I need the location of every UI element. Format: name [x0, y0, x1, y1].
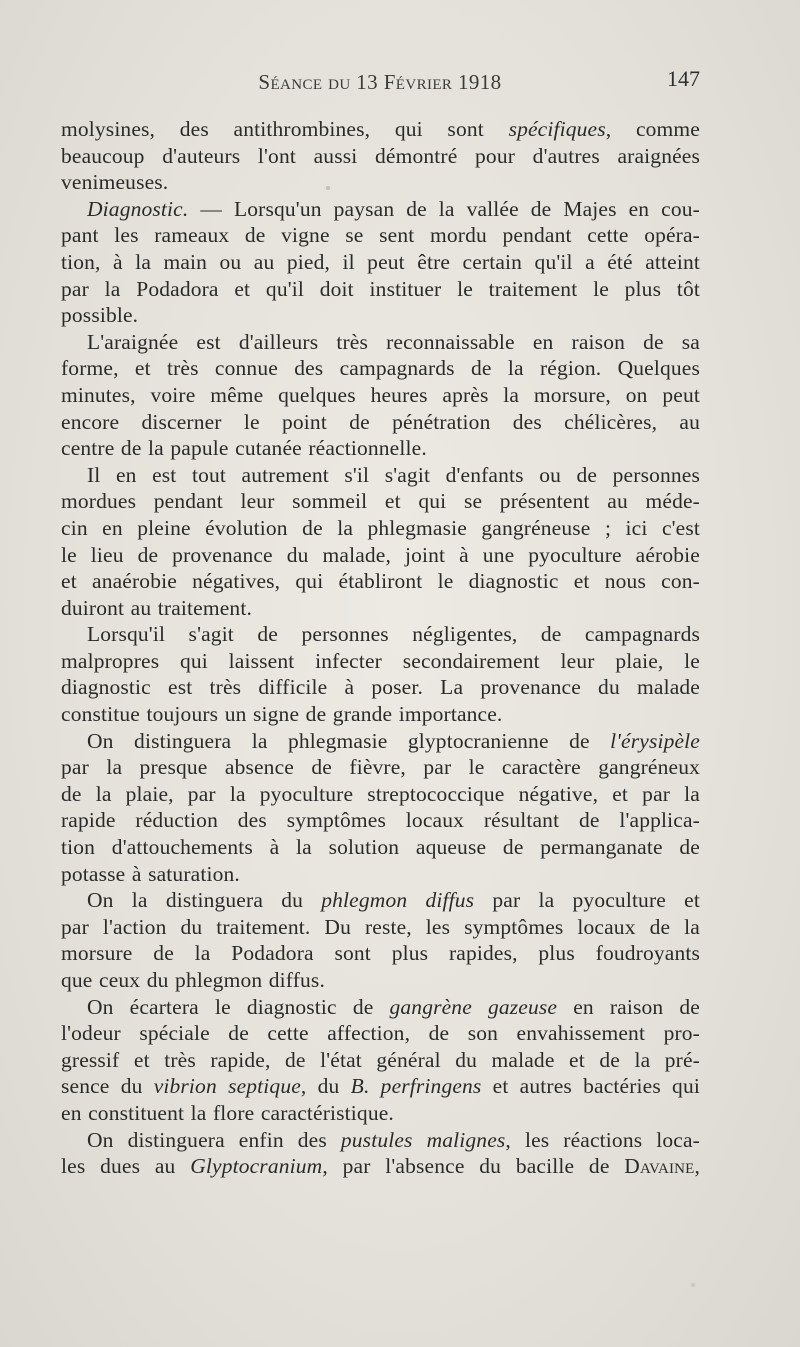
text-segment: que ceux du phlegmon diffus.: [61, 968, 325, 992]
text-line: [61, 276, 700, 303]
text-line: [61, 807, 700, 834]
text-line: [61, 940, 700, 967]
text-line: [61, 621, 700, 648]
page-number: 147: [667, 66, 700, 91]
text-segment: et autres bactéries qui: [481, 1074, 700, 1099]
text-line: [61, 302, 700, 329]
text-line: [61, 861, 700, 888]
text-segment: par la Podadora et qu'il doit instituer le traitement le plus tôt: [61, 276, 700, 301]
text-segment: mordues pendant leur sommeil et qui se présentent au méde-: [61, 489, 700, 514]
italic-text: spécifiques: [508, 117, 606, 141]
text-line: [61, 728, 700, 755]
print-speck: [326, 186, 330, 190]
text-line: [61, 1073, 700, 1100]
text-line: [61, 1127, 700, 1154]
text-segment: en constituent la flore caractéristique.: [61, 1100, 394, 1125]
text-segment: ,: [694, 1154, 700, 1179]
body-text: [61, 116, 700, 1180]
text-line: [61, 329, 700, 356]
text-line: [61, 674, 700, 701]
text-segment: encore discerner le point de pénétration des chélicères, au: [61, 409, 700, 434]
text-segment: tion, à la main ou au pied, il peut être certain qu'il a été atteint: [61, 249, 700, 274]
text-line: [61, 1100, 700, 1127]
text-line: [61, 967, 700, 994]
text-line: [61, 435, 700, 462]
text-segment: les dues au: [61, 1154, 191, 1179]
text-line: [61, 169, 700, 196]
text-segment: duiront au traitement.: [61, 595, 252, 620]
text-segment: molysines, des antithrombines, qui sont: [61, 117, 509, 141]
text-segment: l'odeur spéciale de cette affection, de son envahissement pro-: [61, 1021, 700, 1046]
text-segment: cin en pleine évolution de la phlegmasie gangréneuse ; ici c'est: [61, 515, 700, 540]
text-line: [61, 515, 700, 542]
text-line: [61, 1153, 700, 1180]
text-segment: et anaérobie négatives, qui établiront le diagnostic et nous con-: [61, 569, 700, 594]
text-line: [61, 116, 700, 143]
text-line: [61, 648, 700, 675]
text-segment: par la presque absence de fièvre, par le caractère gangréneux: [61, 755, 700, 780]
text-segment: pant les rameaux de vigne se sent mordu pendant cette opéra-: [61, 223, 700, 248]
text-line: [61, 355, 700, 382]
running-title: Séance du 13 Février 1918: [258, 70, 502, 94]
text-segment: constitue toujours un signe de grande importance.: [61, 702, 503, 727]
text-segment: en raison de: [557, 994, 700, 1019]
text-segment: Lorsqu'il s'agit de personnes négligentes, de campagnards: [87, 622, 700, 647]
text-line: [61, 249, 700, 276]
text-line: [61, 222, 700, 249]
italic-text: l'érysipèle: [610, 728, 700, 753]
text-segment: — Lorsqu'un paysan de la vallée de Majes en cou-: [188, 196, 700, 221]
text-line: [61, 701, 700, 728]
text-segment: tion d'attouchements à la solution aqueuse de permanganate de: [61, 835, 700, 860]
text-segment: , par l'absence du bacille de: [322, 1154, 625, 1179]
text-line: [61, 1047, 700, 1074]
italic-text: vibrion septique: [153, 1074, 301, 1099]
print-speck: [691, 1283, 695, 1287]
text-segment: possible.: [61, 303, 139, 328]
text-line: [61, 542, 700, 569]
italic-text: Diagnostic.: [87, 196, 189, 221]
italic-text: phlegmon diffus: [321, 888, 475, 913]
text-segment: forme, et très connue des campagnards de la région. Quelques: [61, 356, 700, 381]
text-segment: beaucoup d'auteurs l'ont aussi démontré pour d'autres araignées: [61, 143, 700, 168]
text-line: [61, 754, 700, 781]
text-segment: Il en est tout autrement s'il s'agit d'enfants ou de personnes: [87, 462, 700, 487]
text-segment: par l'action du traitement. Du reste, les symptômes locaux de la: [61, 914, 700, 939]
text-line: [61, 382, 700, 409]
text-line: [61, 595, 700, 622]
text-line: [61, 834, 700, 861]
text-segment: On distinguera la phlegmasie glyptocranienne de: [87, 728, 611, 753]
text-segment: malpropres qui laissent infecter secondairement leur plaie, le: [61, 648, 700, 673]
text-line: [61, 196, 700, 223]
text-segment: On la distinguera du: [87, 888, 322, 913]
text-segment: rapide réduction des symptômes locaux résultant de l'applica-: [61, 808, 700, 833]
italic-text: gangrène gazeuse: [389, 994, 558, 1019]
italic-text: pustules malignes: [340, 1127, 506, 1152]
text-line: [61, 409, 700, 436]
text-segment: potasse à saturation.: [61, 861, 240, 886]
text-line: [61, 887, 700, 914]
text-segment: de la plaie, par la pyoculture streptococcique négative, et par la: [61, 781, 700, 806]
text-segment: morsure de la Podadora sont plus rapides, plus foudroyants: [61, 941, 700, 966]
text-segment: venimeuses.: [61, 170, 169, 195]
text-segment: le lieu de provenance du malade, joint à une pyoculture aérobie: [61, 542, 700, 567]
italic-text: Glyptocranium: [190, 1154, 323, 1179]
text-segment: , comme: [605, 117, 700, 141]
text-segment: , les réactions loca-: [505, 1127, 700, 1152]
text-line: [61, 462, 700, 489]
text-segment: , du: [300, 1074, 351, 1099]
text-line: [61, 143, 700, 170]
italic-text: B. perfringens: [350, 1074, 482, 1099]
text-segment: par la pyoculture et: [474, 888, 700, 913]
text-line: [61, 488, 700, 515]
text-segment: On écartera le diagnostic de: [87, 994, 390, 1019]
text-line: [61, 781, 700, 808]
text-line: [61, 994, 700, 1021]
text-line: [61, 914, 700, 941]
text-segment: centre de la papule cutanée réactionnelle.: [61, 436, 427, 461]
small-caps-text: Davaine: [624, 1154, 695, 1179]
text-segment: diagnostic est très difficile à poser. La provenance du malade: [61, 675, 700, 700]
text-segment: On distinguera enfin des: [87, 1127, 341, 1152]
running-head: [60, 62, 700, 98]
text-segment: sence du: [61, 1074, 154, 1099]
text-line: [61, 568, 700, 595]
text-segment: gressif et très rapide, de l'état général du malade et de la pré-: [61, 1047, 700, 1072]
text-line: [61, 1020, 700, 1047]
text-segment: L'araignée est d'ailleurs très reconnaissable en raison de sa: [87, 329, 700, 354]
text-segment: minutes, voire même quelques heures après la morsure, on peut: [61, 382, 700, 407]
